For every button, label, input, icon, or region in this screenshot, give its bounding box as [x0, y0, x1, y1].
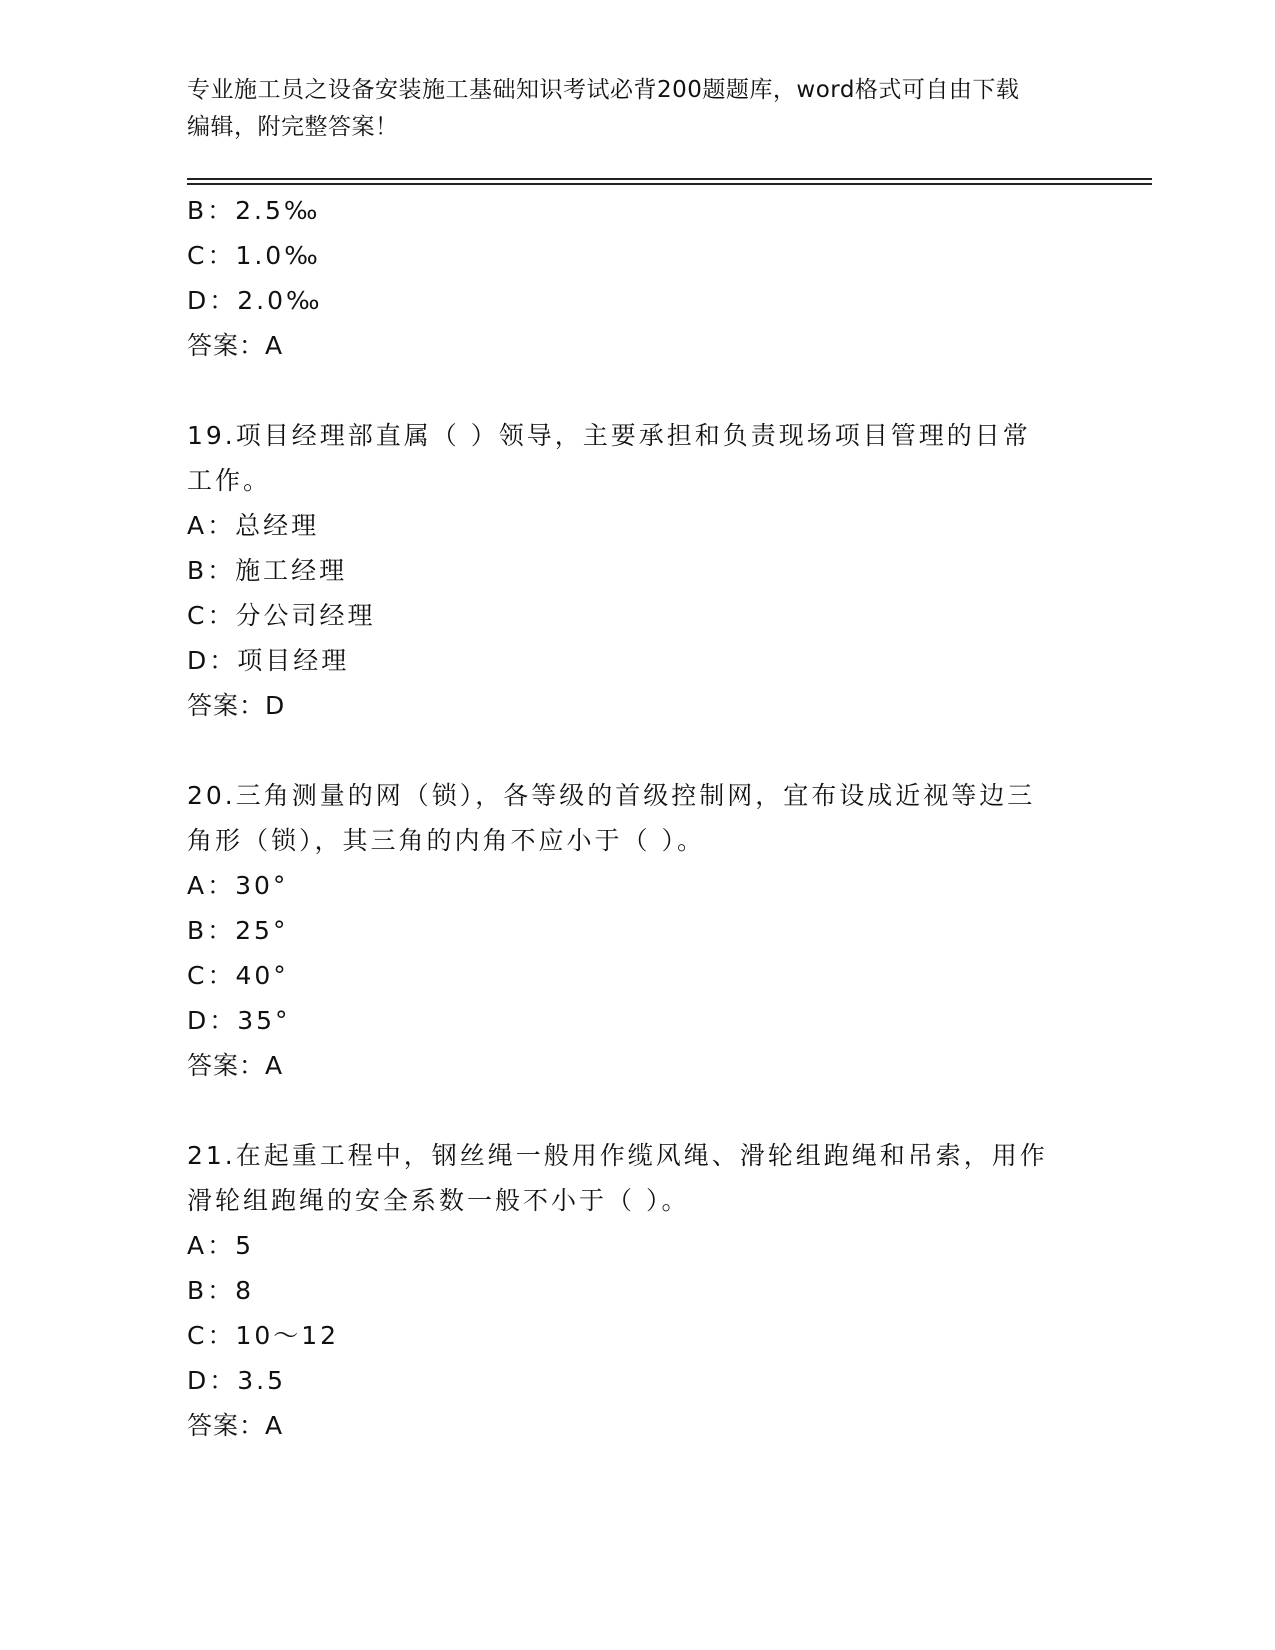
q20-option-d: D：35° [187, 1006, 291, 1035]
header-title-line2: 编辑，附完整答案！ [187, 114, 399, 140]
q21-option-a: A：5 [187, 1231, 255, 1260]
q21-stem-line2: 滑轮组跑绳的安全系数一般不小于（ ）。 [187, 1186, 690, 1215]
header-divider-bottom [187, 183, 1152, 185]
q20-answer: 答案：A [187, 1051, 284, 1080]
q19-stem-line1: 19.项目经理部直属（ ）领导，主要承担和负责现场项目管理的日常 [187, 421, 1031, 450]
q19-answer: 答案：D [187, 691, 286, 720]
q19-option-c: C：分公司经理 [187, 601, 376, 630]
q21-option-b: B：8 [187, 1276, 255, 1305]
header-divider-top [187, 178, 1152, 180]
q20-stem-line1: 20.三角测量的网（锁），各等级的首级控制网，宜布设成近视等边三 [187, 781, 1036, 810]
q21-option-d: D：3.5 [187, 1366, 287, 1395]
q20-option-c: C：40° [187, 961, 289, 990]
q19-option-d: D：项目经理 [187, 646, 350, 675]
q21-answer: 答案：A [187, 1411, 284, 1440]
q18-option-b: B：2.5‰ [187, 196, 321, 225]
q20-option-a: A：30° [187, 871, 289, 900]
q21-option-c: C：10～12 [187, 1321, 340, 1350]
q19-option-a: A：总经理 [187, 511, 320, 540]
q18-option-c: C：1.0‰ [187, 241, 321, 270]
header-title-line1: 专业施工员之设备安装施工基础知识考试必背200题题库，word格式可自由下载 [187, 77, 1020, 103]
q20-option-b: B：25° [187, 916, 289, 945]
q19-option-b: B：施工经理 [187, 556, 348, 585]
q18-answer: 答案：A [187, 331, 284, 360]
q18-option-d: D：2.0‰ [187, 286, 323, 315]
document-header [187, 72, 1087, 146]
q19-stem-line2: 工作。 [187, 466, 272, 495]
q21-stem-line1: 21.在起重工程中，钢丝绳一般用作缆风绳、滑轮组跑绳和吊索，用作 [187, 1141, 1048, 1170]
q20-stem-line2: 角形（锁），其三角的内角不应小于（ ）。 [187, 826, 705, 855]
